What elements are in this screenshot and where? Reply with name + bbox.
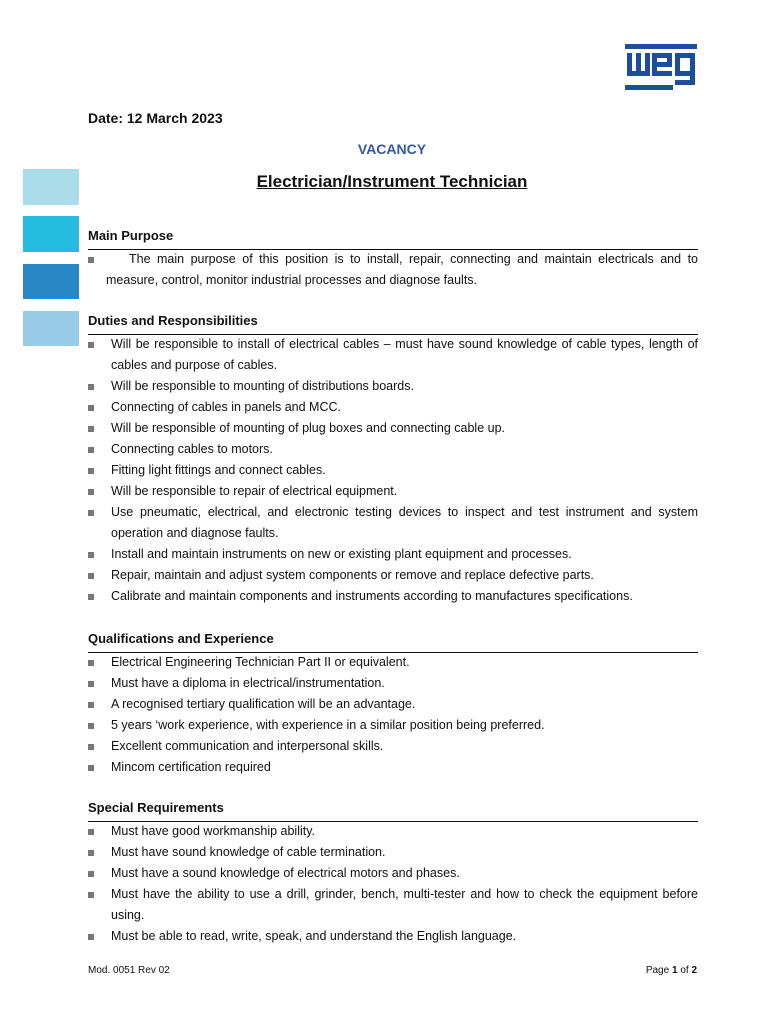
document-date: Date: 12 March 2023	[88, 110, 223, 126]
list-item	[88, 249, 698, 291]
list-item-text: Must have good workmanship ability.	[111, 824, 316, 838]
bullet-icon	[88, 850, 94, 856]
bullet-icon	[88, 871, 94, 877]
list-item-text: Must have sound knowledge of cable termination.	[111, 845, 386, 859]
list-item	[88, 842, 698, 863]
list-item-text: 5 years ‘work experience, with experience in a similar position being preferred.	[111, 718, 545, 732]
bullet-icon	[88, 257, 94, 263]
list-item	[88, 439, 698, 460]
list-item	[88, 673, 698, 694]
list-item	[88, 565, 698, 586]
section-heading: Main Purpose	[88, 227, 698, 250]
list-item	[88, 715, 698, 736]
decorative-block-3	[23, 264, 79, 299]
section-heading: Special Requirements	[88, 799, 698, 822]
list-item	[88, 544, 698, 565]
list-item	[88, 502, 698, 544]
section-duties	[88, 312, 698, 607]
decorative-block-4	[23, 311, 79, 346]
bullet-icon	[88, 744, 94, 750]
list-item-text: Mincom certification required	[111, 760, 271, 774]
bullet-icon	[88, 510, 94, 516]
list-item-text: Will be responsible to repair of electrical equipment.	[111, 484, 398, 498]
list-item-text: Fitting light fittings and connect cables.	[111, 463, 326, 477]
section-heading: Qualifications and Experience	[88, 630, 698, 653]
list-item-text: Repair, maintain and adjust system components or remove and replace defective parts.	[111, 568, 594, 582]
section-qualifications	[88, 630, 698, 778]
list-item-text: Connecting of cables in panels and MCC.	[111, 400, 341, 414]
bullet-icon	[88, 934, 94, 940]
bullet-icon	[88, 342, 94, 348]
list-item	[88, 586, 698, 607]
bullet-icon	[88, 702, 94, 708]
list-item	[88, 397, 698, 418]
list-item-text: Electrical Engineering Technician Part II or equivalent.	[111, 655, 410, 669]
list-item-text: Calibrate and maintain components and instruments according to manufactures specifications.	[111, 589, 633, 603]
list-item-text: Must be able to read, write, speak, and understand the English language.	[111, 929, 517, 943]
list-item-text: Must have a sound knowledge of electrical motors and phases.	[111, 866, 460, 880]
section-heading: Duties and Responsibilities	[88, 312, 698, 335]
weg-logo	[625, 44, 697, 90]
list-item	[88, 376, 698, 397]
page-current: 1	[671, 965, 678, 976]
list-item-text: A recognised tertiary qualification will be an advantage.	[111, 697, 416, 711]
list-item	[88, 821, 698, 842]
bullet-icon	[88, 405, 94, 411]
list-item-text: Use pneumatic, electrical, and electronic testing devices to inspect and test instrument and system operation and diagnose faults.	[111, 505, 698, 540]
list-item	[88, 863, 698, 884]
page-total: 2	[691, 965, 697, 976]
list-item	[88, 694, 698, 715]
section-main-purpose	[88, 227, 698, 291]
list-item	[88, 757, 698, 778]
bullet-icon	[88, 552, 94, 558]
footer-form-code: Mod. 0051 Rev 02	[88, 965, 170, 976]
bullet-icon	[88, 573, 94, 579]
list-item	[88, 652, 698, 673]
list-item-text: Must have the ability to use a drill, grinder, bench, multi-tester and how to check the equipment before using.	[111, 887, 698, 922]
list-item	[88, 481, 698, 502]
list-item	[88, 884, 698, 926]
list-item-text: Will be responsible to mounting of distributions boards.	[111, 379, 414, 393]
bullet-icon	[88, 384, 94, 390]
list-item-text: The main purpose of this position is to install, repair, connecting and maintain electricals and to measure, control, monitor industrial processes and diagnose faults.	[106, 252, 698, 287]
bullet-icon	[88, 489, 94, 495]
list-item-text: Connecting cables to motors.	[111, 442, 273, 456]
bullet-icon	[88, 829, 94, 835]
decorative-block-2	[23, 216, 79, 252]
bullet-icon	[88, 681, 94, 687]
bullet-icon	[88, 660, 94, 666]
list-item-text: Excellent communication and interpersonal skills.	[111, 739, 384, 753]
bullet-icon	[88, 723, 94, 729]
bullet-icon	[88, 426, 94, 432]
page-prefix: Page	[645, 965, 670, 976]
list-item-text: Will be responsible to install of electrical cables – must have sound knowledge of cable types, length of cables and purpose of cables.	[111, 337, 698, 372]
section-special-requirements	[88, 799, 698, 947]
list-item-text: Install and maintain instruments on new or existing plant equipment and processes.	[111, 547, 572, 561]
list-item	[88, 334, 698, 376]
list-item	[88, 926, 698, 947]
list-item-text: Will be responsible of mounting of plug boxes and connecting cable up.	[111, 421, 506, 435]
list-item	[88, 736, 698, 757]
list-item-text: Must have a diploma in electrical/instrumentation.	[111, 676, 385, 690]
bullet-icon	[88, 447, 94, 453]
page-of: of	[680, 965, 689, 976]
bullet-icon	[88, 468, 94, 474]
footer-page-number	[646, 965, 697, 976]
list-item	[88, 418, 698, 439]
job-title: Electrician/Instrument Technician	[256, 172, 528, 191]
bullet-icon	[88, 765, 94, 771]
bullet-icon	[88, 892, 94, 898]
bullet-icon	[88, 594, 94, 600]
list-item	[88, 460, 698, 481]
vacancy-label: VACANCY	[357, 141, 427, 157]
